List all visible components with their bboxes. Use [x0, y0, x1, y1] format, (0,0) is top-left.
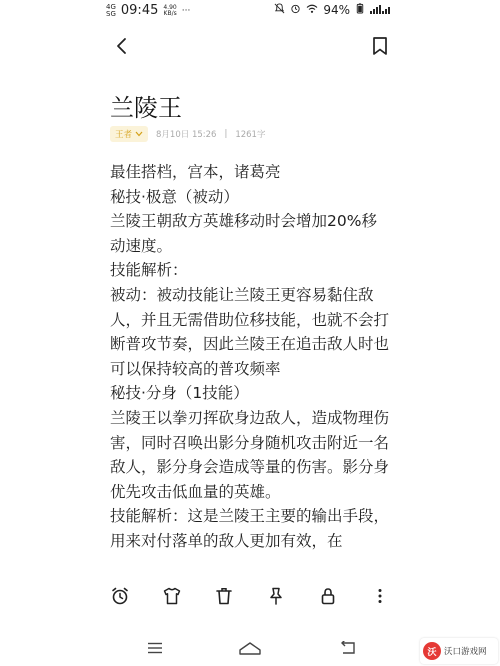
tshirt-icon: [162, 586, 182, 606]
article-content[interactable]: [110, 160, 390, 574]
note-date: 8月10日 15:26: [156, 130, 217, 140]
page-title: 兰陵王: [110, 94, 182, 122]
silent-icon: [274, 3, 285, 17]
alarm-icon: [290, 3, 301, 17]
top-nav: [0, 30, 500, 62]
delete-button[interactable]: [212, 584, 236, 608]
lock-button[interactable]: [316, 584, 340, 608]
hd-signal-icon: [370, 3, 392, 17]
paragraph: 兰陵王朝敌方英雄移动时会增加20%移动速度。: [110, 212, 377, 255]
home-nav-button[interactable]: [238, 638, 262, 658]
paragraph: 被动：被动技能让兰陵王更容易黏住敌人，并且无需借助位移技能，也就不会打断普攻节奏，因此兰陵王在追击敌人时也可以保持较高的普攻频率: [110, 285, 390, 378]
back-button[interactable]: [110, 34, 134, 58]
pin-button[interactable]: [264, 584, 288, 608]
paragraph: 秘技·分身（1技能）: [110, 384, 249, 403]
paragraph: 秘技·极意（被动）: [110, 187, 239, 206]
chevron-left-icon: [115, 37, 129, 55]
status-right: [274, 3, 392, 17]
note-toolbar: [100, 580, 400, 612]
meta-separator: |: [224, 129, 228, 139]
more-vertical-icon: [370, 586, 390, 606]
signal-label: 4G SG: [106, 2, 116, 18]
paragraph: 技能解析：: [110, 261, 188, 280]
back-nav-button[interactable]: [336, 638, 360, 658]
pin-icon: [266, 586, 286, 606]
home-icon: [238, 640, 262, 656]
word-count: 1261字: [235, 130, 266, 140]
menu-nav-button[interactable]: [143, 638, 167, 658]
lock-icon: [318, 586, 338, 606]
watermark-text: 沃口游戏网: [444, 647, 487, 657]
battery-pct: 94%: [323, 3, 350, 17]
battery-icon: [355, 3, 365, 17]
reminder-button[interactable]: [108, 584, 132, 608]
menu-icon: [146, 641, 164, 655]
more-button[interactable]: [368, 584, 392, 608]
alarm-icon: [110, 586, 130, 606]
category-tag[interactable]: [110, 126, 148, 142]
trash-icon: [214, 586, 234, 606]
paragraph: 兰陵王以拳刃挥砍身边敌人，造成物理伤害，同时召唤出影分身随机攻击附近一名敌人，影分身会造成等量的伤害。影分身优先攻击低血量的英雄。: [110, 408, 390, 501]
status-left: [106, 3, 190, 18]
chevron-down-icon: [135, 131, 143, 137]
wifi-icon: [306, 3, 318, 17]
site-watermark: [420, 638, 498, 664]
category-tag-label: 王者: [115, 130, 133, 140]
bookmark-icon: [372, 37, 388, 55]
net-speed: 4.90 KB/s: [163, 3, 177, 17]
article-meta: [110, 126, 265, 142]
clock: 09:45: [120, 3, 159, 18]
status-bar: [0, 0, 500, 24]
back-arrow-icon: [339, 641, 357, 655]
more-indicator: ···: [181, 5, 191, 16]
theme-button[interactable]: [160, 584, 184, 608]
paragraph: 最佳搭档，宫本，诸葛亮: [110, 163, 281, 181]
bookmark-button[interactable]: [368, 34, 392, 58]
paragraph: 技能解析：这是兰陵王主要的输出手段，用来对付落单的敌人更加有效，在: [110, 507, 390, 550]
watermark-logo-icon: 沃: [423, 642, 441, 660]
